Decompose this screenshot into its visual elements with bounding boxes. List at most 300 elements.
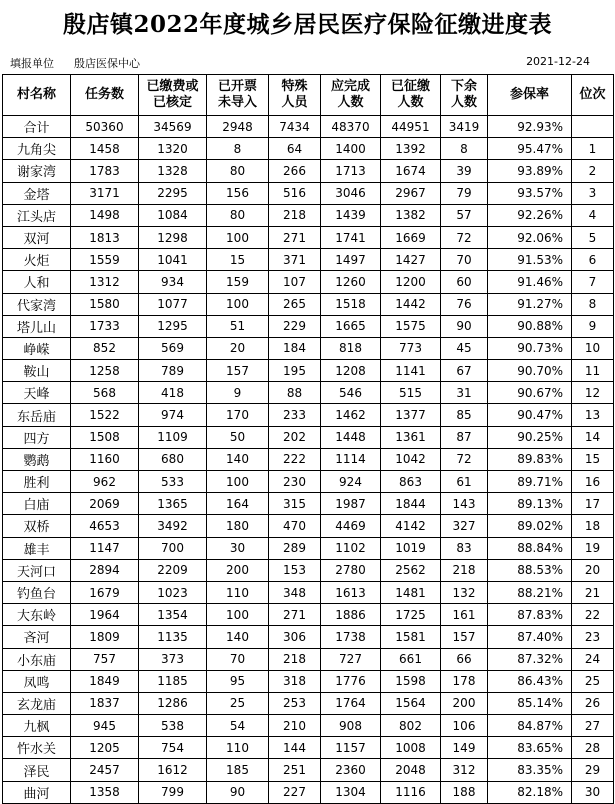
value-cell: 132 [441, 581, 488, 603]
coverage-rate-cell: 83.65% [488, 737, 572, 759]
value-cell: 1392 [381, 138, 441, 160]
coverage-rate-cell: 88.53% [488, 559, 572, 581]
value-cell: 30 [207, 537, 269, 559]
value-cell: 85 [441, 404, 488, 426]
coverage-rate-cell: 85.14% [488, 692, 572, 714]
value-cell: 2360 [321, 759, 381, 781]
rank-cell: 23 [572, 626, 614, 648]
value-cell: 1764 [321, 692, 381, 714]
village-name-cell: 四方 [3, 426, 71, 448]
value-cell: 253 [269, 692, 321, 714]
value-cell: 852 [71, 337, 139, 359]
value-cell: 72 [441, 448, 488, 470]
table-row [3, 249, 614, 271]
value-cell: 1157 [321, 737, 381, 759]
rank-cell: 26 [572, 692, 614, 714]
value-cell: 1109 [139, 426, 207, 448]
value-cell: 818 [321, 337, 381, 359]
column-header [381, 75, 441, 116]
village-name-cell: 鞍山 [3, 360, 71, 382]
column-header [269, 75, 321, 116]
value-cell: 2894 [71, 559, 139, 581]
value-cell: 67 [441, 360, 488, 382]
value-cell: 569 [139, 337, 207, 359]
value-cell: 1147 [71, 537, 139, 559]
table-row [3, 581, 614, 603]
value-cell: 945 [71, 715, 139, 737]
value-cell: 60 [441, 271, 488, 293]
coverage-rate-cell: 88.84% [488, 537, 572, 559]
coverage-rate-cell: 89.13% [488, 493, 572, 515]
value-cell: 185 [207, 759, 269, 781]
value-cell: 72 [441, 226, 488, 248]
rank-cell: 6 [572, 249, 614, 271]
value-cell: 51 [207, 315, 269, 337]
rank-cell: 24 [572, 648, 614, 670]
value-cell: 1185 [139, 670, 207, 692]
value-cell: 218 [441, 559, 488, 581]
value-cell: 1439 [321, 204, 381, 226]
value-cell: 1205 [71, 737, 139, 759]
value-cell: 1612 [139, 759, 207, 781]
value-cell: 83 [441, 537, 488, 559]
table-row [3, 537, 614, 559]
village-name-cell: 钓鱼台 [3, 581, 71, 603]
value-cell: 315 [269, 493, 321, 515]
village-name-cell: 鹦鹉 [3, 448, 71, 470]
value-cell: 79 [441, 182, 488, 204]
rank-cell [572, 116, 614, 138]
table-row [3, 426, 614, 448]
value-cell: 48370 [321, 116, 381, 138]
value-cell: 8 [441, 138, 488, 160]
column-header-text: 参保率 [509, 87, 549, 102]
coverage-rate-cell: 91.46% [488, 271, 572, 293]
coverage-rate-cell: 83.35% [488, 759, 572, 781]
value-cell: 1448 [321, 426, 381, 448]
value-cell: 170 [207, 404, 269, 426]
coverage-rate-cell: 87.40% [488, 626, 572, 648]
table-row [3, 337, 614, 359]
value-cell: 4653 [71, 515, 139, 537]
table-row [3, 692, 614, 714]
coverage-rate-cell: 90.70% [488, 360, 572, 382]
table-row [3, 626, 614, 648]
village-name-cell: 玄龙庙 [3, 692, 71, 714]
value-cell: 1665 [321, 315, 381, 337]
value-cell: 538 [139, 715, 207, 737]
coverage-rate-cell: 93.57% [488, 182, 572, 204]
value-cell: 188 [441, 781, 488, 803]
value-cell: 164 [207, 493, 269, 515]
value-cell: 1208 [321, 360, 381, 382]
value-cell: 45 [441, 337, 488, 359]
reporting-unit-label: 填报单位 [10, 57, 54, 70]
value-cell: 1738 [321, 626, 381, 648]
rank-cell: 20 [572, 559, 614, 581]
village-name-cell: 九枫 [3, 715, 71, 737]
column-header-text: 未导入 [217, 95, 257, 110]
coverage-rate-cell: 90.47% [488, 404, 572, 426]
table-row [3, 670, 614, 692]
value-cell: 39 [441, 160, 488, 182]
column-header-text: 已缴费或 [146, 79, 199, 94]
rank-cell: 27 [572, 715, 614, 737]
rank-cell: 12 [572, 382, 614, 404]
value-cell: 2457 [71, 759, 139, 781]
column-header-text: 已征缴 [390, 79, 430, 94]
value-cell: 1320 [139, 138, 207, 160]
value-cell: 1679 [71, 581, 139, 603]
village-name-cell: 天峰 [3, 382, 71, 404]
village-name-cell: 曲河 [3, 781, 71, 803]
value-cell: 934 [139, 271, 207, 293]
value-cell: 1498 [71, 204, 139, 226]
value-cell: 1160 [71, 448, 139, 470]
value-cell: 44951 [381, 116, 441, 138]
column-header-text: 任务数 [84, 87, 124, 102]
table-row [3, 160, 614, 182]
value-cell: 568 [71, 382, 139, 404]
value-cell: 863 [381, 471, 441, 493]
column-header-text: 人员 [281, 95, 308, 110]
table-row [3, 360, 614, 382]
value-cell: 106 [441, 715, 488, 737]
value-cell: 533 [139, 471, 207, 493]
value-cell: 773 [381, 337, 441, 359]
rank-cell: 10 [572, 337, 614, 359]
village-name-cell: 泽民 [3, 759, 71, 781]
value-cell: 1023 [139, 581, 207, 603]
value-cell: 100 [207, 471, 269, 493]
village-name-cell: 峥嵘 [3, 337, 71, 359]
value-cell: 50360 [71, 116, 139, 138]
value-cell: 3046 [321, 182, 381, 204]
column-header-text: 应完成 [330, 79, 370, 94]
value-cell: 1427 [381, 249, 441, 271]
value-cell: 157 [207, 360, 269, 382]
value-cell: 2780 [321, 559, 381, 581]
value-cell: 1987 [321, 493, 381, 515]
value-cell: 218 [269, 648, 321, 670]
table-row [3, 448, 614, 470]
rank-cell: 18 [572, 515, 614, 537]
value-cell: 1481 [381, 581, 441, 603]
value-cell: 1304 [321, 781, 381, 803]
rank-cell: 28 [572, 737, 614, 759]
value-cell: 7434 [269, 116, 321, 138]
coverage-rate-cell: 89.83% [488, 448, 572, 470]
column-header-text: 特殊 [281, 79, 308, 94]
value-cell: 1518 [321, 293, 381, 315]
column-header-text: 下余 [450, 79, 477, 94]
value-cell: 31 [441, 382, 488, 404]
value-cell: 88 [269, 382, 321, 404]
value-cell: 373 [139, 648, 207, 670]
value-cell: 1964 [71, 604, 139, 626]
value-cell: 1508 [71, 426, 139, 448]
value-cell: 327 [441, 515, 488, 537]
value-cell: 418 [139, 382, 207, 404]
value-cell: 202 [269, 426, 321, 448]
value-cell: 1844 [381, 493, 441, 515]
page-title: 殷店镇2022年度城乡居民医疗保险征缴进度表 [62, 11, 552, 38]
value-cell: 76 [441, 293, 488, 315]
rank-cell: 21 [572, 581, 614, 603]
value-cell: 1260 [321, 271, 381, 293]
village-name-cell: 胜利 [3, 471, 71, 493]
value-cell: 66 [441, 648, 488, 670]
value-cell: 1783 [71, 160, 139, 182]
value-cell: 100 [207, 604, 269, 626]
rank-cell: 16 [572, 471, 614, 493]
table-row [3, 226, 614, 248]
rank-cell: 22 [572, 604, 614, 626]
reporting-unit-value: 殷店医保中心 [74, 57, 140, 70]
value-cell: 974 [139, 404, 207, 426]
value-cell: 1358 [71, 781, 139, 803]
value-cell: 700 [139, 537, 207, 559]
value-cell: 470 [269, 515, 321, 537]
village-name-cell: 小东庙 [3, 648, 71, 670]
value-cell: 200 [441, 692, 488, 714]
rank-cell: 17 [572, 493, 614, 515]
column-header-text: 人数 [337, 95, 364, 110]
value-cell: 1295 [139, 315, 207, 337]
value-cell: 50 [207, 426, 269, 448]
value-cell: 34569 [139, 116, 207, 138]
value-cell: 515 [381, 382, 441, 404]
coverage-rate-cell: 87.32% [488, 648, 572, 670]
value-cell: 1442 [381, 293, 441, 315]
value-cell: 251 [269, 759, 321, 781]
value-cell: 1580 [71, 293, 139, 315]
report-date: 2021-12-24 [526, 55, 590, 68]
value-cell: 210 [269, 715, 321, 737]
column-header [3, 75, 71, 116]
value-cell: 218 [269, 204, 321, 226]
value-cell: 1458 [71, 138, 139, 160]
value-cell: 1725 [381, 604, 441, 626]
coverage-rate-cell: 84.87% [488, 715, 572, 737]
table-row [3, 737, 614, 759]
column-header-text: 位次 [579, 87, 606, 102]
village-name-cell: 合计 [3, 116, 71, 138]
value-cell: 306 [269, 626, 321, 648]
value-cell: 1849 [71, 670, 139, 692]
value-cell: 1837 [71, 692, 139, 714]
value-cell: 110 [207, 581, 269, 603]
rank-cell: 13 [572, 404, 614, 426]
value-cell: 180 [207, 515, 269, 537]
value-cell: 143 [441, 493, 488, 515]
coverage-rate-cell: 89.71% [488, 471, 572, 493]
value-cell: 157 [441, 626, 488, 648]
value-cell: 1564 [381, 692, 441, 714]
value-cell: 222 [269, 448, 321, 470]
value-cell: 233 [269, 404, 321, 426]
value-cell: 799 [139, 781, 207, 803]
column-header [488, 75, 572, 116]
value-cell: 140 [207, 626, 269, 648]
village-name-cell: 代家湾 [3, 293, 71, 315]
value-cell: 178 [441, 670, 488, 692]
value-cell: 1713 [321, 160, 381, 182]
village-name-cell: 忤水关 [3, 737, 71, 759]
value-cell: 727 [321, 648, 381, 670]
value-cell: 1298 [139, 226, 207, 248]
value-cell: 661 [381, 648, 441, 670]
table-row [3, 559, 614, 581]
table-row [3, 271, 614, 293]
value-cell: 15 [207, 249, 269, 271]
value-cell: 2048 [381, 759, 441, 781]
table-row [3, 715, 614, 737]
rank-cell: 15 [572, 448, 614, 470]
value-cell: 1042 [381, 448, 441, 470]
value-cell: 184 [269, 337, 321, 359]
village-name-cell: 东岳庙 [3, 404, 71, 426]
rank-cell: 19 [572, 537, 614, 559]
coverage-rate-cell: 92.93% [488, 116, 572, 138]
column-header-text: 已开票 [217, 79, 257, 94]
rank-cell: 2 [572, 160, 614, 182]
header-row [3, 75, 614, 116]
value-cell: 90 [441, 315, 488, 337]
value-cell: 153 [269, 559, 321, 581]
value-cell: 70 [207, 648, 269, 670]
value-cell: 1497 [321, 249, 381, 271]
value-cell: 80 [207, 160, 269, 182]
value-cell: 3492 [139, 515, 207, 537]
value-cell: 1598 [381, 670, 441, 692]
value-cell: 1041 [139, 249, 207, 271]
total-row [3, 116, 614, 138]
value-cell: 2069 [71, 493, 139, 515]
value-cell: 546 [321, 382, 381, 404]
value-cell: 2967 [381, 182, 441, 204]
coverage-rate-cell: 89.02% [488, 515, 572, 537]
rank-cell: 14 [572, 426, 614, 448]
coverage-rate-cell: 86.43% [488, 670, 572, 692]
value-cell: 962 [71, 471, 139, 493]
value-cell: 1813 [71, 226, 139, 248]
column-header [139, 75, 207, 116]
value-cell: 1575 [381, 315, 441, 337]
value-cell: 789 [139, 360, 207, 382]
value-cell: 1733 [71, 315, 139, 337]
value-cell: 9 [207, 382, 269, 404]
rank-cell: 30 [572, 781, 614, 803]
value-cell: 1008 [381, 737, 441, 759]
table-row [3, 604, 614, 626]
value-cell: 140 [207, 448, 269, 470]
value-cell: 266 [269, 160, 321, 182]
value-cell: 1581 [381, 626, 441, 648]
value-cell: 1741 [321, 226, 381, 248]
value-cell: 229 [269, 315, 321, 337]
value-cell: 20 [207, 337, 269, 359]
table-row [3, 138, 614, 160]
value-cell: 1377 [381, 404, 441, 426]
village-name-cell: 吝河 [3, 626, 71, 648]
village-name-cell: 谢家湾 [3, 160, 71, 182]
table-row [3, 204, 614, 226]
value-cell: 107 [269, 271, 321, 293]
value-cell: 1382 [381, 204, 441, 226]
rank-cell: 1 [572, 138, 614, 160]
value-cell: 924 [321, 471, 381, 493]
rank-cell: 8 [572, 293, 614, 315]
value-cell: 230 [269, 471, 321, 493]
value-cell: 159 [207, 271, 269, 293]
table-row [3, 648, 614, 670]
value-cell: 195 [269, 360, 321, 382]
value-cell: 144 [269, 737, 321, 759]
value-cell: 1328 [139, 160, 207, 182]
value-cell: 754 [139, 737, 207, 759]
value-cell: 2295 [139, 182, 207, 204]
value-cell: 271 [269, 226, 321, 248]
value-cell: 348 [269, 581, 321, 603]
coverage-rate-cell: 90.88% [488, 315, 572, 337]
value-cell: 2209 [139, 559, 207, 581]
village-name-cell: 凤鸣 [3, 670, 71, 692]
value-cell: 908 [321, 715, 381, 737]
value-cell: 757 [71, 648, 139, 670]
value-cell: 312 [441, 759, 488, 781]
value-cell: 100 [207, 293, 269, 315]
value-cell: 8 [207, 138, 269, 160]
village-name-cell: 白庙 [3, 493, 71, 515]
value-cell: 680 [139, 448, 207, 470]
coverage-rate-cell: 91.27% [488, 293, 572, 315]
village-name-cell: 雄丰 [3, 537, 71, 559]
value-cell: 1114 [321, 448, 381, 470]
value-cell: 2562 [381, 559, 441, 581]
coverage-rate-cell: 95.47% [488, 138, 572, 160]
value-cell: 1084 [139, 204, 207, 226]
value-cell: 64 [269, 138, 321, 160]
value-cell: 1019 [381, 537, 441, 559]
value-cell: 1462 [321, 404, 381, 426]
value-cell: 4469 [321, 515, 381, 537]
report-meta [10, 55, 605, 71]
rank-cell: 3 [572, 182, 614, 204]
value-cell: 1077 [139, 293, 207, 315]
village-name-cell: 双河 [3, 226, 71, 248]
value-cell: 1116 [381, 781, 441, 803]
value-cell: 4142 [381, 515, 441, 537]
value-cell: 1559 [71, 249, 139, 271]
value-cell: 227 [269, 781, 321, 803]
value-cell: 156 [207, 182, 269, 204]
table-row [3, 404, 614, 426]
table-row [3, 315, 614, 337]
value-cell: 265 [269, 293, 321, 315]
table-body [3, 116, 614, 804]
value-cell: 802 [381, 715, 441, 737]
value-cell: 1102 [321, 537, 381, 559]
value-cell: 61 [441, 471, 488, 493]
village-name-cell: 双桥 [3, 515, 71, 537]
coverage-rate-cell: 88.21% [488, 581, 572, 603]
value-cell: 149 [441, 737, 488, 759]
value-cell: 161 [441, 604, 488, 626]
rank-cell: 25 [572, 670, 614, 692]
table-row [3, 382, 614, 404]
village-name-cell: 天河口 [3, 559, 71, 581]
